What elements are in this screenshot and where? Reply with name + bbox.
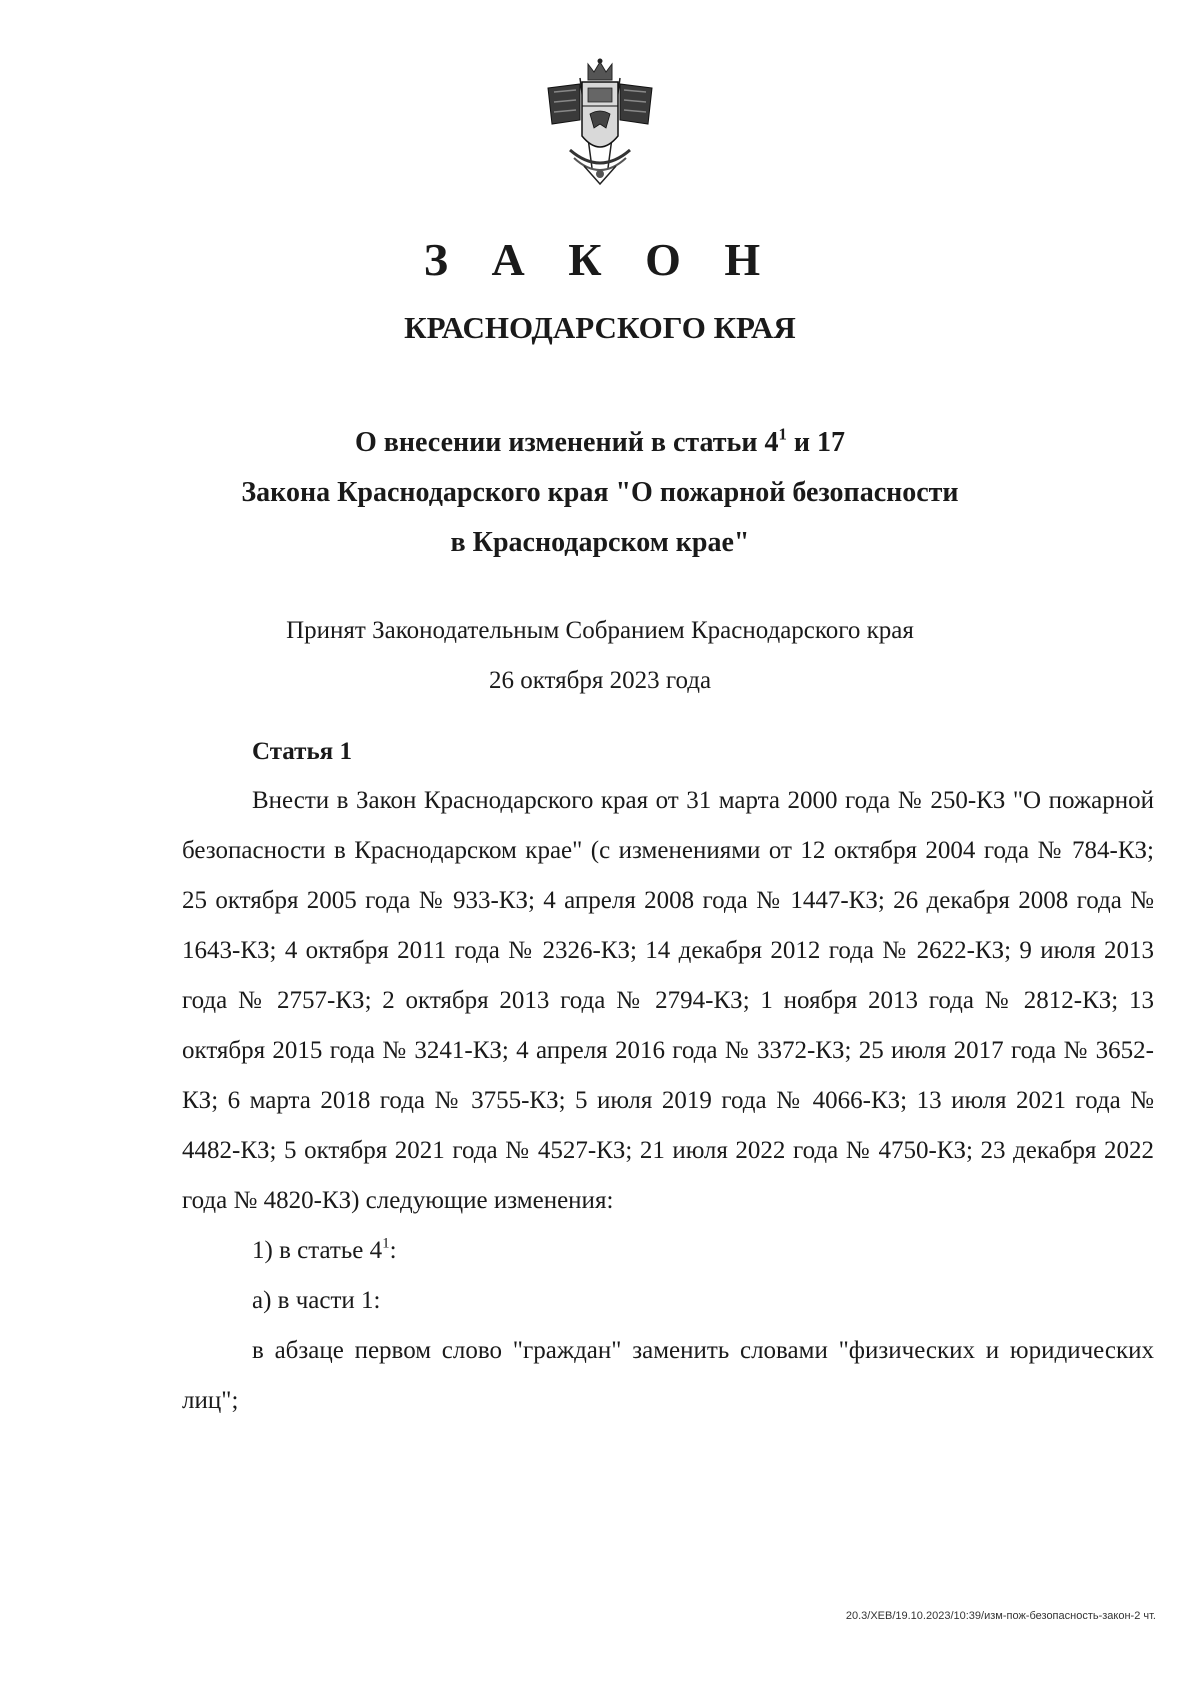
law-name-line2: Закона Краснодарского края "О пожарной безопасности	[241, 477, 959, 508]
document-subtitle: КРАСНОДАРСКОГО КРАЯ	[404, 310, 796, 345]
coat-of-arms-icon	[540, 58, 660, 188]
law-name-line1: О внесении изменений в статьи $4^1$ и 17	[355, 424, 845, 458]
article-paragraph: Внести в Закон Краснодарского края от 31 марта 2000 года № 250-КЗ "О пожарной безопасности в Краснодарском крае" (с изменениями от 12 октября 2004 года № 784-КЗ; 25 октября 2005 года № 933-КЗ; 4 апреля 2008 года № 1447-КЗ; 26 декабря 2008 года № 1643-КЗ; 4 октября 2011 года № 2326-КЗ; 14 декабря 2012 года № 2622-КЗ; 9 июля 2013 года № 2757-КЗ; 2 октября 2013 года № 2794-КЗ; 1 ноября 2013 года № 2812-КЗ; 13 октября 2015 года № 3241-КЗ; 4 апреля 2016 года № 3372-КЗ; 25 июля 2017 года № 3652-КЗ; 6 марта 2018 года № 3755-КЗ; 5 июля 2019 года № 4066-КЗ; 13 июля 2021 года № 4482-КЗ; 5 октября 2021 года № 4527-КЗ; 21 июля 2022 года № 4750-КЗ; 23 декабря 2022 года № 4820-КЗ) следующие изменения:	[182, 787, 1154, 1214]
adoption-info	[0, 606, 1200, 706]
article-item-a: а) в части 1:	[252, 1287, 381, 1314]
article-body	[182, 776, 1154, 1426]
document-title: З А К О Н	[423, 234, 777, 285]
adoption-line1: Принят Законодательным Собранием Краснодарского края	[286, 617, 914, 644]
article-item-1: 1) в статье $4^1$:	[252, 1235, 397, 1264]
adoption-date: 26 октября 2023 года	[488, 667, 712, 694]
document-footer: 20.3/ХЕВ/19.10.2023/10:39/изм-пож-безопасность-закон-2 чт.	[845, 1610, 1156, 1622]
article-heading: Статья 1	[252, 738, 352, 765]
law-name	[0, 418, 1200, 568]
article-item-a-text: в абзаце первом слово "граждан" заменить словами "физических и юридических лиц";	[182, 1337, 1154, 1414]
law-name-line3: в Краснодарском крае"	[450, 527, 750, 558]
